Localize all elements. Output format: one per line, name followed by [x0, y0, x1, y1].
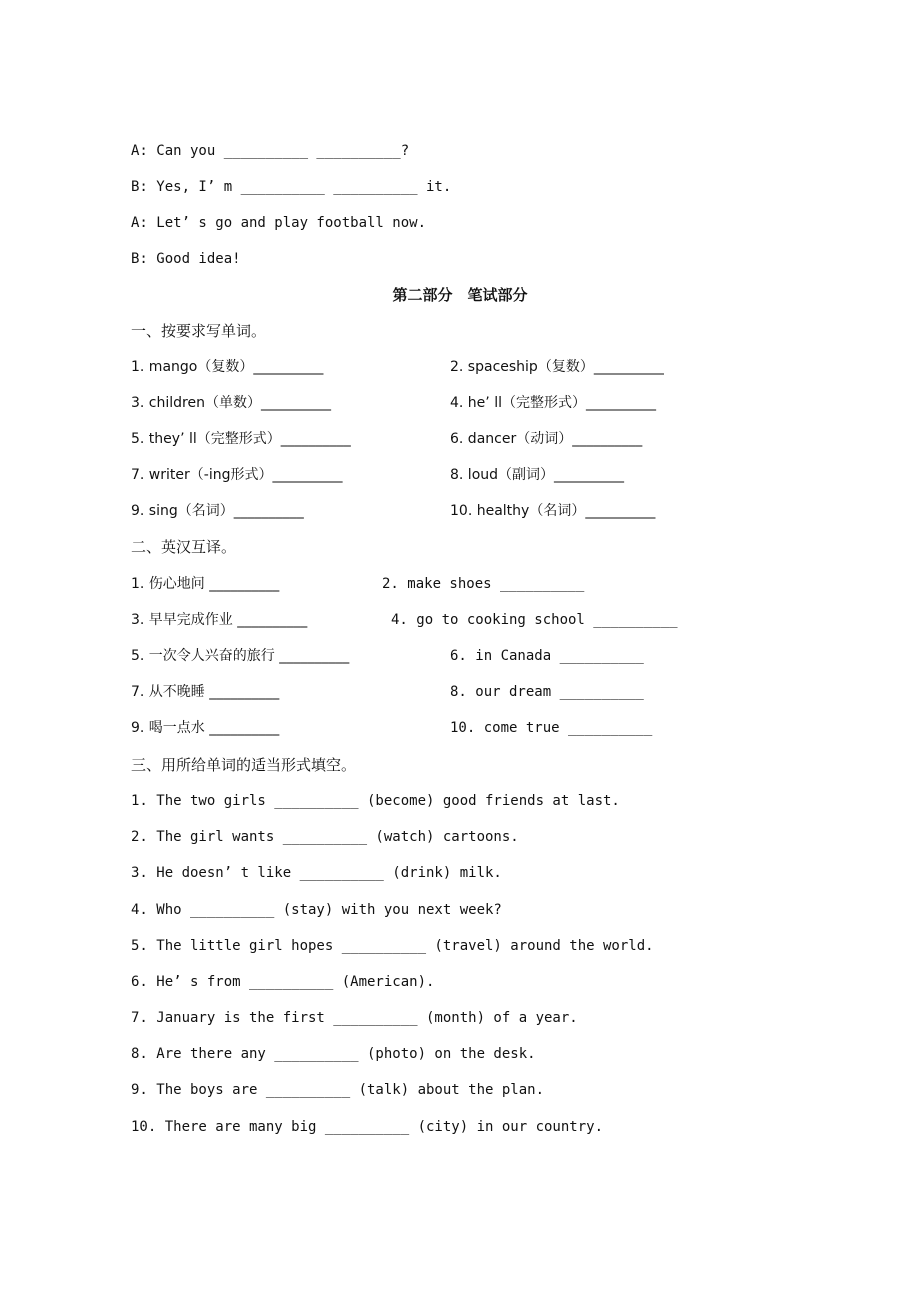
exercise-item: 5. they’ ll（完整形式）__________ — [131, 431, 351, 447]
exercise-item: 2. make shoes __________ — [382, 576, 585, 592]
exercise-item: 10. healthy（名词）__________ — [450, 503, 656, 519]
section-heading: 二、英汉互译。 — [131, 538, 237, 556]
exercise-item: 4. Who __________ (stay) with you next week? — [131, 902, 502, 918]
exercise-item: 7. January is the first __________ (month) of a year. — [131, 1010, 578, 1026]
exercise-item: 7. 从不晚睡 __________ — [131, 684, 280, 700]
exercise-item: 8. our dream __________ — [450, 684, 644, 700]
dialogue-line: B: Good idea! — [131, 251, 241, 267]
exercise-item: 6. in Canada __________ — [450, 648, 644, 664]
section-heading: 一、按要求写单词。 — [131, 322, 267, 340]
exercise-item: 9. 喝一点水 __________ — [131, 720, 280, 736]
exercise-item: 4. he’ ll（完整形式）__________ — [450, 395, 656, 411]
exercise-item: 8. loud（副词）__________ — [450, 467, 625, 483]
exercise-item: 6. dancer（动词）__________ — [450, 431, 643, 447]
exercise-item: 2. The girl wants __________ (watch) cartoons. — [131, 829, 519, 845]
exercise-item: 4. go to cooking school __________ — [391, 612, 678, 628]
exercise-item: 9. The boys are __________ (talk) about the plan. — [131, 1082, 545, 1098]
exercise-item: 2. spaceship（复数）__________ — [450, 359, 664, 375]
dialogue-line: B: Yes, I’ m __________ __________ it. — [131, 179, 452, 195]
exercise-item: 3. He doesn’ t like __________ (drink) milk. — [131, 865, 502, 881]
dialogue-line: A: Let’ s go and play football now. — [131, 215, 427, 231]
section-heading: 三、用所给单词的适当形式填空。 — [131, 756, 357, 774]
exercise-item: 10. come true __________ — [450, 720, 653, 736]
exercise-item: 7. writer（-ing形式）__________ — [131, 467, 343, 483]
exercise-item: 5. The little girl hopes __________ (travel) around the world. — [131, 938, 654, 954]
exercise-item: 3. children（单数）__________ — [131, 395, 331, 411]
exercise-item: 6. He’ s from __________ (American). — [131, 974, 435, 990]
exercise-item: 9. sing（名词）__________ — [131, 503, 304, 519]
exercise-item: 10. There are many big __________ (city) in our country. — [131, 1119, 604, 1135]
exercise-item: 8. Are there any __________ (photo) on the desk. — [131, 1046, 536, 1062]
exercise-item: 3. 早早完成作业 __________ — [131, 612, 308, 628]
part-title: 第二部分 笔试部分 — [392, 286, 528, 304]
exercise-item: 1. 伤心地问 __________ — [131, 576, 280, 592]
exercise-item: 1. mango（复数）__________ — [131, 359, 324, 375]
exercise-item: 1. The two girls __________ (become) good friends at last. — [131, 793, 620, 809]
exercise-item: 5. 一次令人兴奋的旅行 __________ — [131, 648, 350, 664]
dialogue-line: A: Can you __________ __________? — [131, 143, 410, 159]
